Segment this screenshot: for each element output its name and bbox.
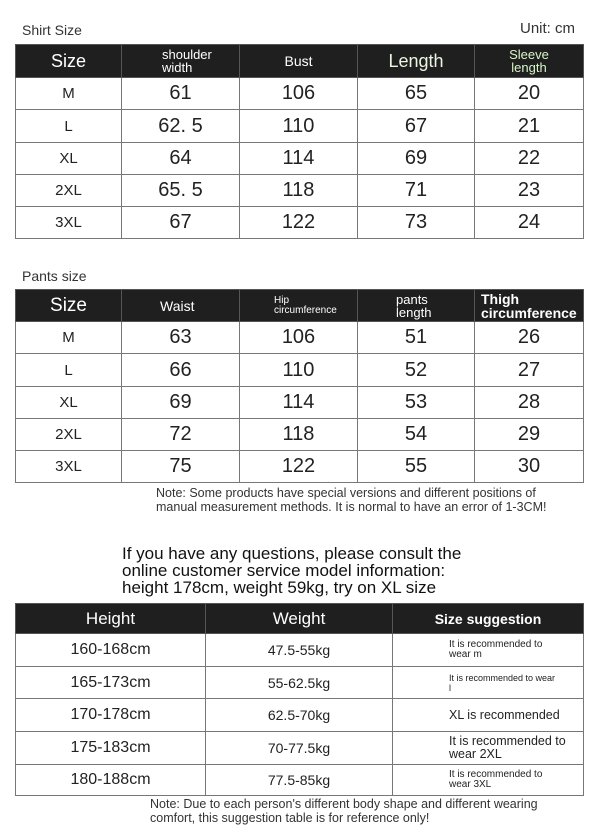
suggestion-note-line1: Note: Due to each person's different body shape and different wearing <box>150 797 538 811</box>
suggestion-cell-height: 165-173cm <box>16 667 206 699</box>
shirt-cell-shoulder: 61 <box>122 78 240 110</box>
pants-col-length-label: pants length <box>396 291 432 320</box>
shirt-cell-bust: 110 <box>240 110 358 143</box>
shirt-cell-shoulder: 67 <box>122 207 240 239</box>
pants-row <box>16 322 584 354</box>
pants-note-line1: Note: Some products have special versions and different positions of <box>156 486 536 500</box>
shirt-col-shoulder-label: shoulder width <box>162 47 212 75</box>
shirt-cell-sleeve: 20 <box>475 78 584 110</box>
shirt-cell-shoulder: 64 <box>122 143 240 175</box>
shirt-cell-sleeve: 23 <box>475 175 584 207</box>
pants-row <box>16 419 584 451</box>
pants-size-title: Pants size <box>22 268 87 284</box>
pants-cell-thigh: 26 <box>475 322 584 354</box>
suggestion-col-weight: Weight <box>206 604 393 634</box>
pants-cell-hip: 122 <box>240 451 358 483</box>
suggestion-row <box>16 765 584 796</box>
pants-cell-thigh: 27 <box>475 354 584 387</box>
shirt-cell-bust: 114 <box>240 143 358 175</box>
suggestion-cell-weight: 77.5-85kg <box>206 765 393 796</box>
shirt-col-sleeve-label: Sleeve length <box>509 47 549 75</box>
shirt-header-row <box>16 45 584 78</box>
suggestion-cell-weight: 70-77.5kg <box>206 732 393 765</box>
suggestion-cell-weight: 55-62.5kg <box>206 667 393 699</box>
suggestion-cell-height: 160-168cm <box>16 634 206 667</box>
pants-note <box>156 486 596 514</box>
shirt-cell-size: 3XL <box>16 207 122 239</box>
suggestion-row <box>16 732 584 765</box>
suggestion-cell-size <box>393 732 584 765</box>
shirt-cell-size: 2XL <box>16 175 122 207</box>
shirt-cell-shoulder: 65. 5 <box>122 175 240 207</box>
shirt-row <box>16 143 584 175</box>
suggestion-cell-size-text: It is recommended to wear 3XL <box>449 769 543 790</box>
pants-size-table <box>15 289 584 483</box>
suggestion-header-row <box>16 604 584 634</box>
suggestion-row <box>16 634 584 667</box>
consult-line2: online customer service model information: <box>122 561 446 580</box>
suggestion-cell-weight: 47.5-55kg <box>206 634 393 667</box>
shirt-col-shoulder <box>122 45 240 78</box>
pants-cell-hip: 110 <box>240 354 358 387</box>
pants-cell-waist: 75 <box>122 451 240 483</box>
pants-col-waist: Waist <box>122 290 240 322</box>
pants-cell-length: 55 <box>358 451 475 483</box>
pants-col-length <box>358 290 475 322</box>
shirt-size-title: Shirt Size <box>22 22 82 38</box>
shirt-cell-size: L <box>16 110 122 143</box>
pants-cell-waist: 72 <box>122 419 240 451</box>
shirt-cell-bust: 122 <box>240 207 358 239</box>
suggestion-cell-height: 180-188cm <box>16 765 206 796</box>
pants-cell-hip: 114 <box>240 387 358 419</box>
shirt-cell-length: 67 <box>358 110 475 143</box>
pants-header-row <box>16 290 584 322</box>
suggestion-cell-height: 175-183cm <box>16 732 206 765</box>
pants-col-hip <box>240 290 358 322</box>
shirt-col-size: Size <box>16 45 122 78</box>
shirt-col-sleeve <box>475 45 584 78</box>
consult-line1: If you have any questions, please consult the <box>122 544 462 563</box>
pants-cell-size: M <box>16 322 122 354</box>
pants-cell-size: 3XL <box>16 451 122 483</box>
shirt-row <box>16 78 584 110</box>
pants-row <box>16 387 584 419</box>
suggestion-col-size: Size suggestion <box>393 604 584 634</box>
shirt-cell-sleeve: 21 <box>475 110 584 143</box>
suggestion-row <box>16 667 584 699</box>
pants-cell-size: XL <box>16 387 122 419</box>
pants-cell-thigh: 30 <box>475 451 584 483</box>
pants-cell-size: L <box>16 354 122 387</box>
pants-note-line2: manual measurement methods. It is normal to have an error of 1-3CM! <box>156 500 547 514</box>
size-suggestion-table <box>15 603 584 796</box>
suggestion-cell-size <box>393 667 584 699</box>
shirt-cell-length: 69 <box>358 143 475 175</box>
consult-line3: height 178cm, weight 59kg, try on XL size <box>122 578 437 597</box>
shirt-cell-size: M <box>16 78 122 110</box>
suggestion-cell-size: XL is recommended <box>393 699 584 732</box>
unit-label: Unit: cm <box>520 20 576 37</box>
shirt-cell-bust: 106 <box>240 78 358 110</box>
consult-info <box>122 545 461 596</box>
shirt-row <box>16 175 584 207</box>
shirt-cell-length: 73 <box>358 207 475 239</box>
suggestion-note <box>150 797 596 825</box>
shirt-cell-bust: 118 <box>240 175 358 207</box>
pants-cell-waist: 66 <box>122 354 240 387</box>
pants-cell-hip: 106 <box>240 322 358 354</box>
shirt-cell-sleeve: 24 <box>475 207 584 239</box>
pants-row <box>16 354 584 387</box>
pants-cell-thigh: 29 <box>475 419 584 451</box>
suggestion-note-line2: comfort, this suggestion table is for reference only! <box>150 811 430 825</box>
shirt-col-length: Length <box>358 45 475 78</box>
shirt-cell-shoulder: 62. 5 <box>122 110 240 143</box>
pants-cell-thigh: 28 <box>475 387 584 419</box>
pants-col-hip-label: Hip circumference <box>274 294 337 316</box>
shirt-col-bust: Bust <box>240 45 358 78</box>
shirt-cell-length: 65 <box>358 78 475 110</box>
pants-cell-hip: 118 <box>240 419 358 451</box>
suggestion-cell-height: 170-178cm <box>16 699 206 732</box>
pants-col-thigh <box>475 290 584 322</box>
suggestion-cell-size-text: It is recommended to wear m <box>449 639 543 660</box>
suggestion-col-height: Height <box>16 604 206 634</box>
pants-row <box>16 451 584 483</box>
pants-cell-length: 51 <box>358 322 475 354</box>
suggestion-cell-size-text: It is recommended to wear 2XL <box>449 734 566 761</box>
suggestion-cell-size <box>393 634 584 667</box>
shirt-row <box>16 110 584 143</box>
pants-col-size: Size <box>16 290 122 322</box>
pants-cell-length: 53 <box>358 387 475 419</box>
shirt-row <box>16 207 584 239</box>
suggestion-cell-weight: 62.5-70kg <box>206 699 393 732</box>
pants-col-thigh-label: Thigh circumference <box>481 290 577 321</box>
pants-cell-waist: 69 <box>122 387 240 419</box>
shirt-cell-sleeve: 22 <box>475 143 584 175</box>
shirt-size-table <box>15 44 584 239</box>
pants-cell-length: 52 <box>358 354 475 387</box>
shirt-cell-length: 71 <box>358 175 475 207</box>
suggestion-cell-size <box>393 765 584 796</box>
pants-cell-size: 2XL <box>16 419 122 451</box>
shirt-cell-size: XL <box>16 143 122 175</box>
pants-cell-length: 54 <box>358 419 475 451</box>
suggestion-row <box>16 699 584 732</box>
suggestion-cell-size-text: It is recommended to wear l <box>449 672 556 693</box>
pants-cell-waist: 63 <box>122 322 240 354</box>
